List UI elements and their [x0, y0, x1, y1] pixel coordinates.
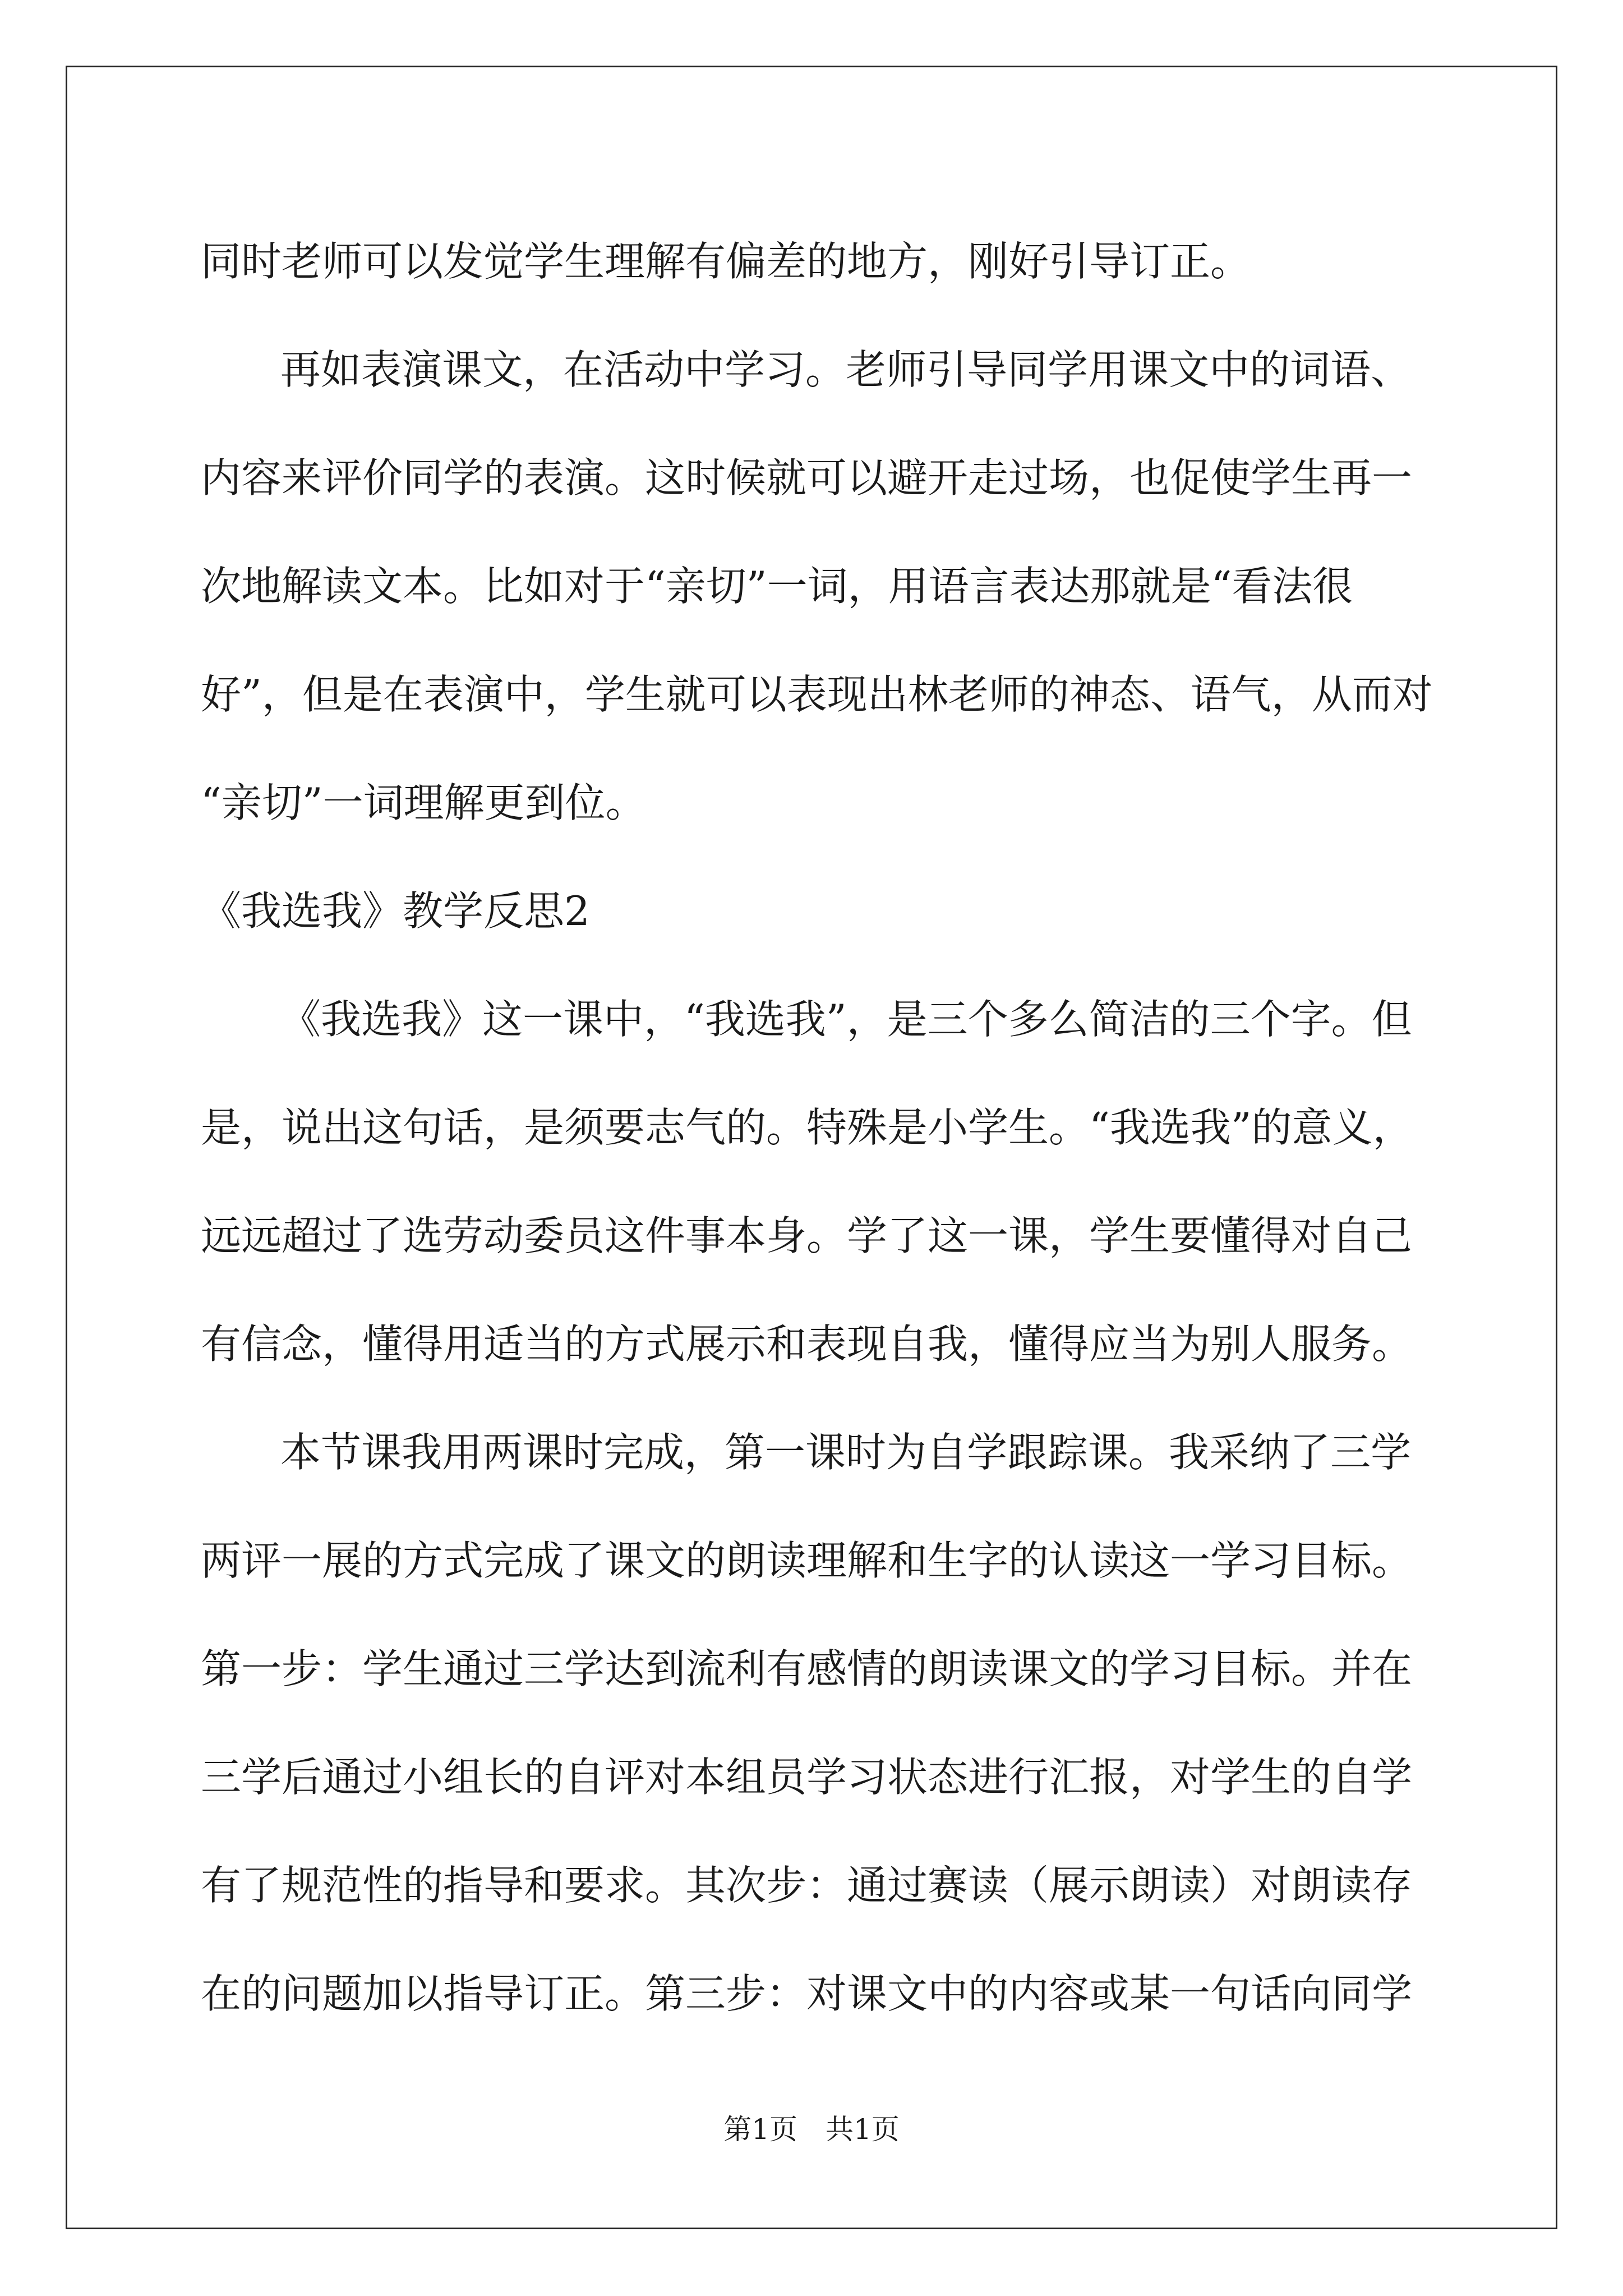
page-number: 第1页 [723, 2113, 797, 2146]
text-line-10: 远远超过了选劳动委员这件事本身。学了这一课，学生要懂得对自己 [201, 1212, 1413, 1259]
section-heading: 《我选我》教学反思2 [201, 887, 590, 935]
text-line-1: 同时老师可以发觉学生理解有偏差的地方，刚好引导订正。 [201, 238, 1251, 285]
text-line-15: 三学后通过小组长的自评对本组员学习状态进行汇报，对学生的自学 [201, 1754, 1413, 1801]
text-line-17: 在的问题加以指导订正。第三步：对课文中的内容或某一句话向同学 [201, 1970, 1413, 2017]
text-line-8: 《我选我》这一课中，“我选我”，是三个多么简洁的三个字。但 [280, 996, 1412, 1043]
text-line-14: 第一步：学生通过三学达到流利有感情的朗读课文的学习目标。并在 [201, 1645, 1413, 1692]
text-line-12: 本节课我用两课时完成，第一课时为自学跟踪课。我采纳了三学 [280, 1429, 1412, 1476]
text-line-11: 有信念，懂得用适当的方式展示和表现自我，懂得应当为别人服务。 [201, 1320, 1413, 1368]
text-line-2: 再如表演课文，在活动中学习。老师引导同学用课文中的词语、 [280, 346, 1412, 393]
text-line-9: 是，说出这句话，是须要志气的。特殊是小学生。“我选我”的意义， [201, 1104, 1413, 1151]
text-line-6: “亲切”一词理解更到位。 [201, 779, 646, 826]
page-footer [0, 2113, 1623, 2146]
document-body [201, 208, 1437, 2048]
text-line-13: 两评一展的方式完成了课文的朗读理解和生字的认读这一学习目标。 [201, 1537, 1413, 1584]
page-total: 共1页 [826, 2113, 900, 2146]
text-line-4: 次地解读文本。比如对于“亲切”一词，用语言表达那就是“看法很 [201, 563, 1353, 610]
text-line-16: 有了规范性的指导和要求。其次步：通过赛读（展示朗读）对朗读存 [201, 1862, 1413, 1909]
text-line-3: 内容来评价同学的表演。这时候就可以避开走过场，也促使学生再一 [201, 454, 1413, 501]
text-line-5: 好”，但是在表演中，学生就可以表现出林老师的神态、语气，从而对 [201, 671, 1433, 718]
